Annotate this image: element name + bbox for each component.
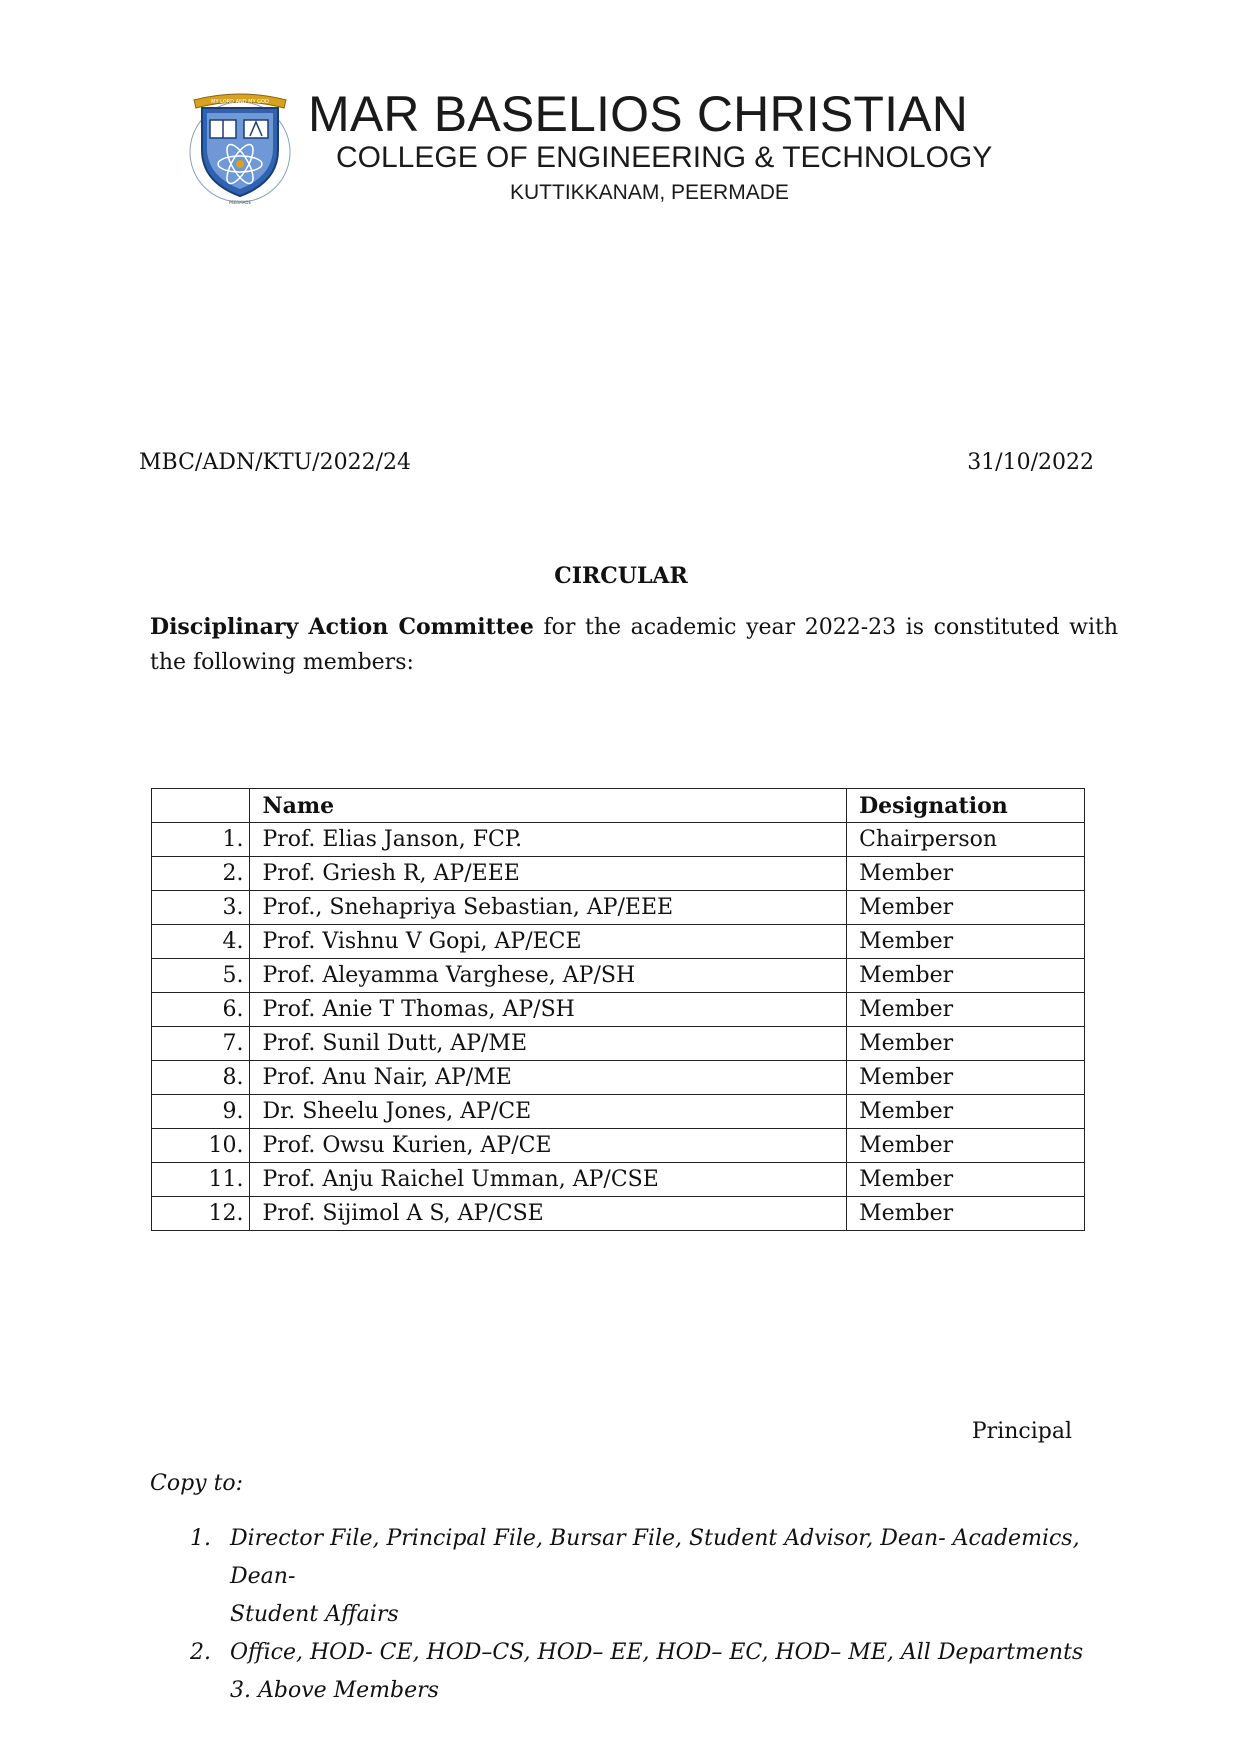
crest-motto: MY LORD AND MY GOD bbox=[211, 99, 269, 105]
college-subtitle: COLLEGE OF ENGINEERING & TECHNOLOGY bbox=[336, 141, 993, 174]
member-designation: Member bbox=[847, 891, 1085, 925]
header-designation: Designation bbox=[847, 789, 1085, 823]
member-designation: Member bbox=[847, 1027, 1085, 1061]
circular-date: 31/10/2022 bbox=[967, 450, 1094, 475]
members-table-body bbox=[152, 823, 1085, 1231]
row-number: 1. bbox=[152, 823, 250, 857]
list-item-number: 1. bbox=[190, 1526, 211, 1551]
list-item-text: 3. Above Members bbox=[230, 1678, 439, 1703]
member-designation: Member bbox=[847, 959, 1085, 993]
row-number: 9. bbox=[152, 1095, 250, 1129]
copy-to-list bbox=[190, 1520, 1090, 1710]
document-title: CIRCULAR bbox=[554, 563, 688, 589]
row-number: 10. bbox=[152, 1129, 250, 1163]
row-number: 12. bbox=[152, 1197, 250, 1231]
member-designation: Member bbox=[847, 993, 1085, 1027]
row-number: 11. bbox=[152, 1163, 250, 1197]
member-name: Prof. Sijimol A S, AP/CSE bbox=[250, 1197, 847, 1231]
member-name: Prof. Sunil Dutt, AP/ME bbox=[250, 1027, 847, 1061]
crest-base-text: PEERMADE bbox=[228, 200, 252, 205]
header-name: Name bbox=[250, 789, 847, 823]
table-row bbox=[152, 1061, 1085, 1095]
member-name: Prof., Snehapriya Sebastian, AP/EEE bbox=[250, 891, 847, 925]
list-item-text: Director File, Principal File, Bursar File, Student Advisor, Dean- Academics, Dean- bbox=[230, 1526, 1080, 1589]
member-name: Prof. Anie T Thomas, AP/SH bbox=[250, 993, 847, 1027]
member-designation: Member bbox=[847, 857, 1085, 891]
list-item-text: Office, HOD- CE, HOD–CS, HOD– EE, HOD– EC, HOD– ME, All Departments bbox=[230, 1640, 1084, 1665]
list-item-text-continued: Student Affairs bbox=[230, 1602, 399, 1627]
row-number: 4. bbox=[152, 925, 250, 959]
college-location: KUTTIKKANAM, PEERMADE bbox=[510, 181, 789, 204]
table-row bbox=[152, 1095, 1085, 1129]
member-name: Prof. Elias Janson, FCP. bbox=[250, 823, 847, 857]
member-name: Prof. Aleyamma Varghese, AP/SH bbox=[250, 959, 847, 993]
row-number: 8. bbox=[152, 1061, 250, 1095]
table-row bbox=[152, 857, 1085, 891]
college-crest-logo bbox=[180, 86, 306, 206]
member-name: Dr. Sheelu Jones, AP/CE bbox=[250, 1095, 847, 1129]
row-number: 2. bbox=[152, 857, 250, 891]
table-header-row bbox=[152, 789, 1085, 823]
table-row bbox=[152, 993, 1085, 1027]
row-number: 7. bbox=[152, 1027, 250, 1061]
list-item-number: 2. bbox=[190, 1640, 211, 1665]
list-item bbox=[190, 1634, 1090, 1672]
member-name: Prof. Owsu Kurien, AP/CE bbox=[250, 1129, 847, 1163]
row-number: 5. bbox=[152, 959, 250, 993]
letterhead bbox=[180, 86, 1020, 206]
member-designation: Chairperson bbox=[847, 823, 1085, 857]
header-num bbox=[152, 789, 250, 823]
table-row bbox=[152, 1027, 1085, 1061]
member-name: Prof. Anju Raichel Umman, AP/CSE bbox=[250, 1163, 847, 1197]
member-designation: Member bbox=[847, 1095, 1085, 1129]
table-row bbox=[152, 891, 1085, 925]
signatory: Principal bbox=[971, 1419, 1072, 1444]
member-designation: Member bbox=[847, 1197, 1085, 1231]
table-row bbox=[152, 823, 1085, 857]
member-designation: Member bbox=[847, 925, 1085, 959]
member-designation: Member bbox=[847, 1163, 1085, 1197]
table-row bbox=[152, 925, 1085, 959]
list-item bbox=[190, 1520, 1090, 1634]
row-number: 3. bbox=[152, 891, 250, 925]
row-number: 6. bbox=[152, 993, 250, 1027]
member-name: Prof. Griesh R, AP/EEE bbox=[250, 857, 847, 891]
college-name: MAR BASELIOS CHRISTIAN bbox=[308, 86, 969, 142]
member-designation: Member bbox=[847, 1129, 1085, 1163]
table-row bbox=[152, 959, 1085, 993]
committee-name: Disciplinary Action Committee bbox=[150, 614, 534, 640]
table-row bbox=[152, 1129, 1085, 1163]
list-item bbox=[190, 1672, 1090, 1710]
reference-number: MBC/ADN/KTU/2022/24 bbox=[139, 450, 411, 475]
member-name: Prof. Vishnu V Gopi, AP/ECE bbox=[250, 925, 847, 959]
copy-to-label: Copy to: bbox=[150, 1471, 244, 1496]
table-row bbox=[152, 1163, 1085, 1197]
member-designation: Member bbox=[847, 1061, 1085, 1095]
intro-paragraph bbox=[150, 610, 1118, 680]
intro-text: for the academic year 2022-23 is constituted with the following members: bbox=[150, 615, 1119, 675]
table-row bbox=[152, 1197, 1085, 1231]
members-table bbox=[151, 788, 1085, 1231]
member-name: Prof. Anu Nair, AP/ME bbox=[250, 1061, 847, 1095]
